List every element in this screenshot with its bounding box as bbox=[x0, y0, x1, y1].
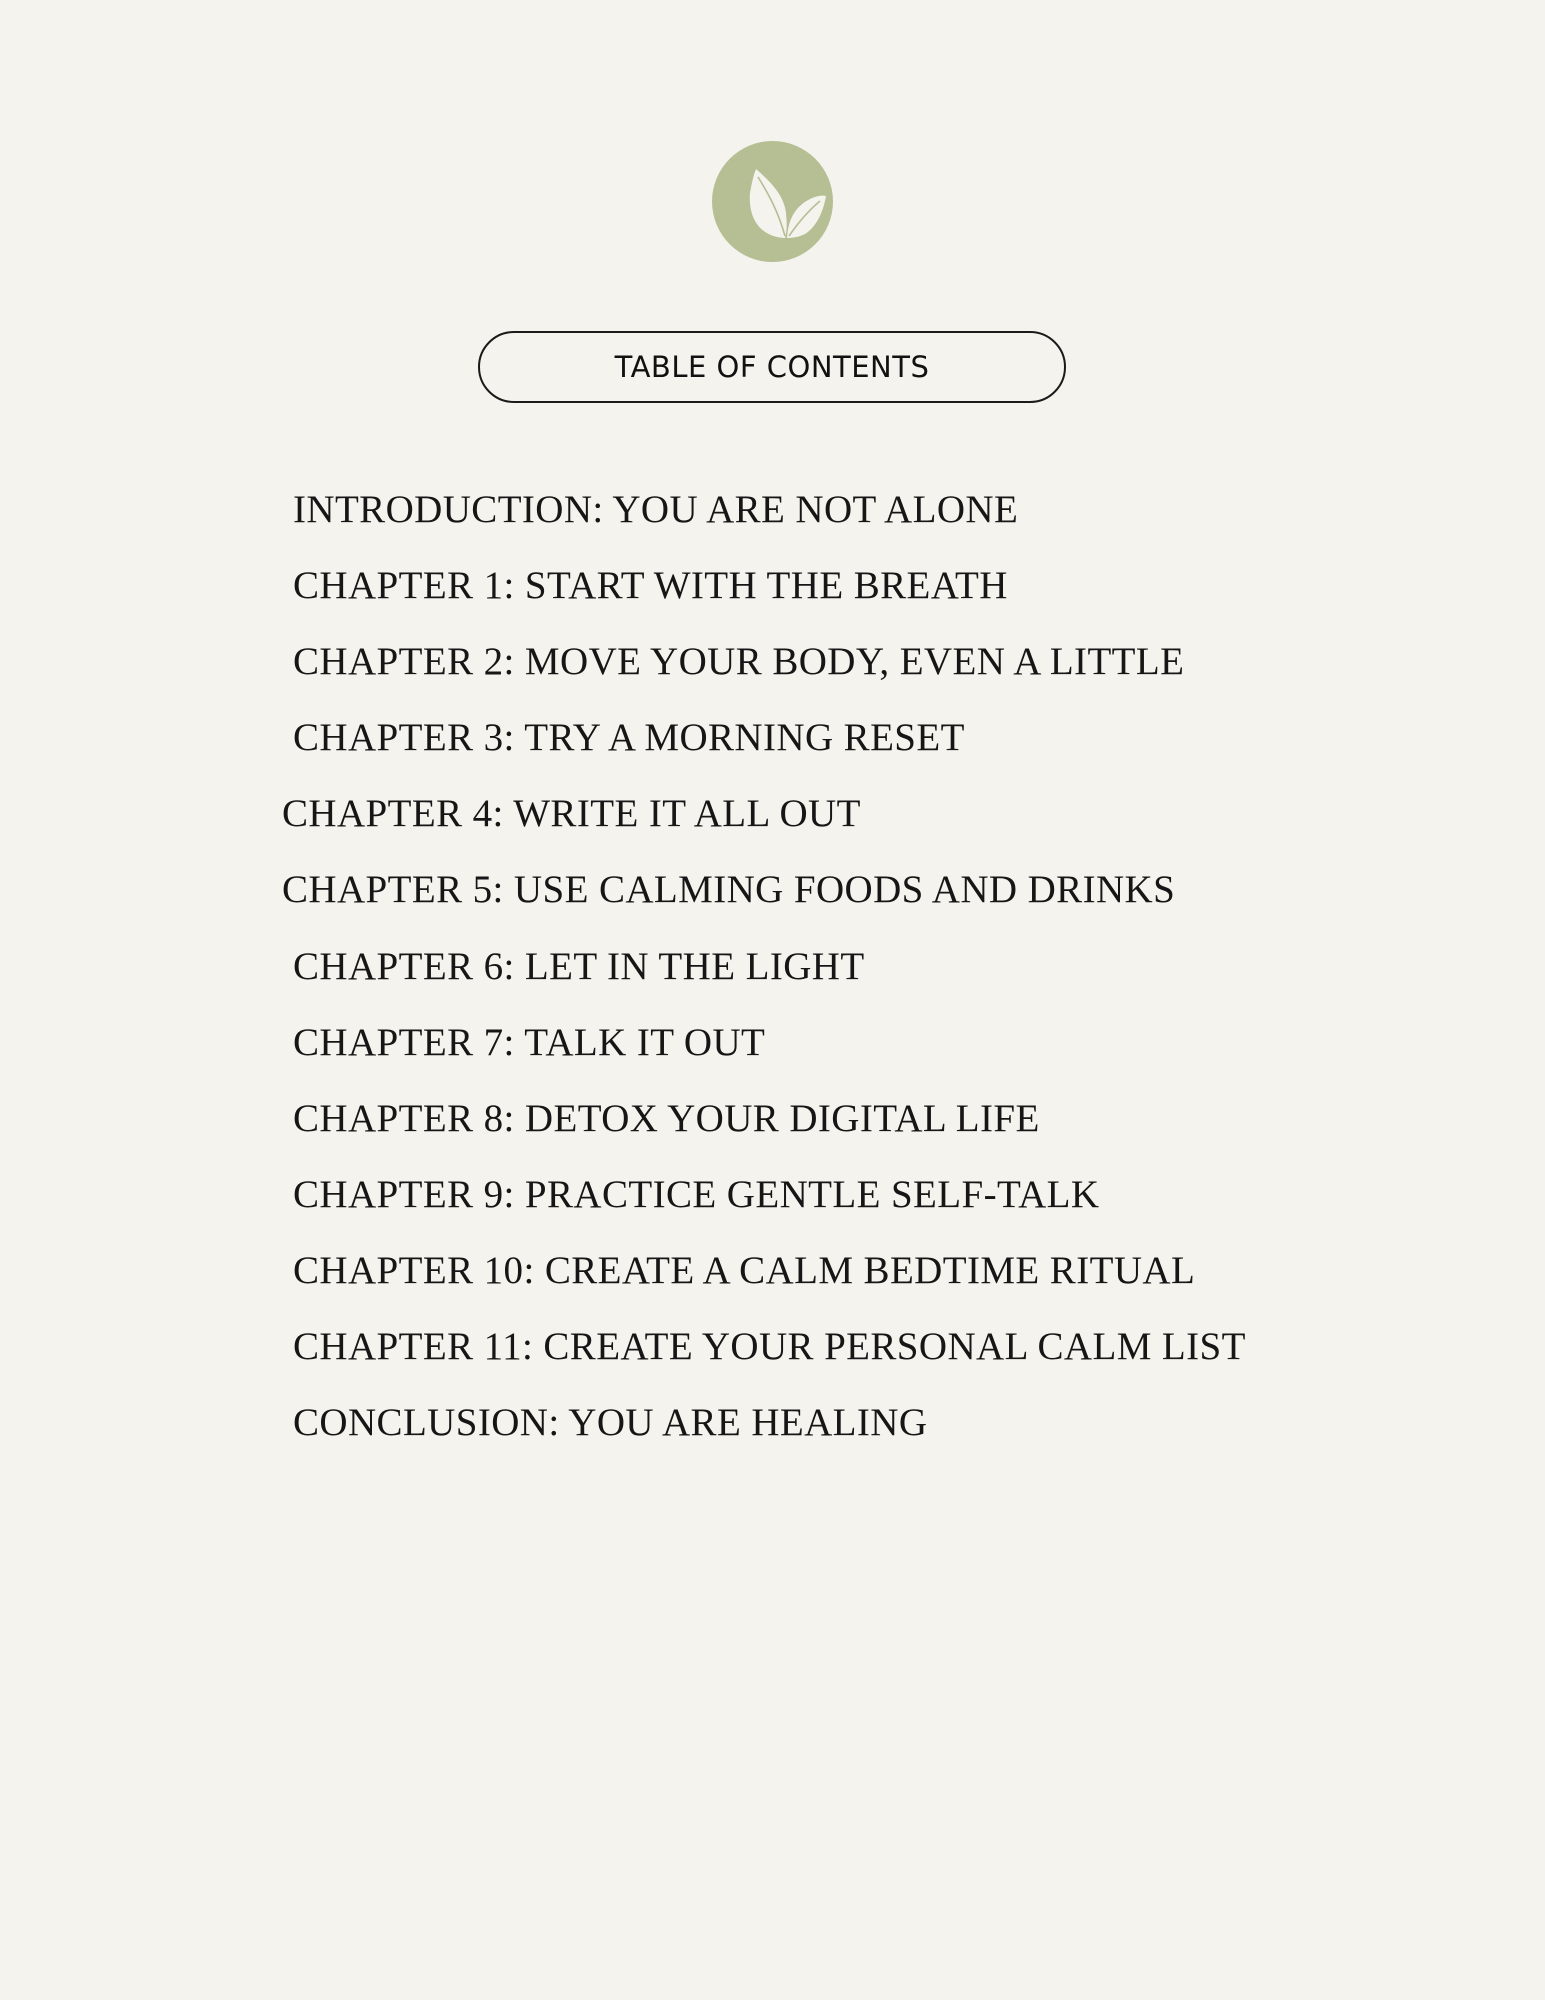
toc-entry-chapter-9: CHAPTER 9: PRACTICE GENTLE SELF-TALK bbox=[293, 1173, 1100, 1216]
toc-entry-chapter-10: CHAPTER 10: CREATE A CALM BEDTIME RITUAL bbox=[293, 1249, 1196, 1292]
toc-entry-chapter-8: CHAPTER 8: DETOX YOUR DIGITAL LIFE bbox=[293, 1097, 1040, 1140]
toc-entry-chapter-5: CHAPTER 5: USE CALMING FOODS AND DRINKS bbox=[282, 868, 1176, 911]
toc-entry-chapter-1: CHAPTER 1: START WITH THE BREATH bbox=[293, 564, 1008, 607]
toc-entry-introduction: INTRODUCTION: YOU ARE NOT ALONE bbox=[293, 488, 1019, 531]
table-of-contents-heading: TABLE OF CONTENTS bbox=[478, 331, 1066, 403]
toc-entry-chapter-6: CHAPTER 6: LET IN THE LIGHT bbox=[293, 945, 865, 988]
toc-entry-chapter-7: CHAPTER 7: TALK IT OUT bbox=[293, 1021, 766, 1064]
toc-entry-chapter-11: CHAPTER 11: CREATE YOUR PERSONAL CALM LIST bbox=[293, 1325, 1246, 1368]
toc-entry-conclusion: CONCLUSION: YOU ARE HEALING bbox=[293, 1401, 928, 1444]
toc-entry-chapter-2: CHAPTER 2: MOVE YOUR BODY, EVEN A LITTLE bbox=[293, 640, 1185, 683]
toc-entry-chapter-4: CHAPTER 4: WRITE IT ALL OUT bbox=[282, 792, 861, 835]
toc-entry-chapter-3: CHAPTER 3: TRY A MORNING RESET bbox=[293, 716, 965, 759]
